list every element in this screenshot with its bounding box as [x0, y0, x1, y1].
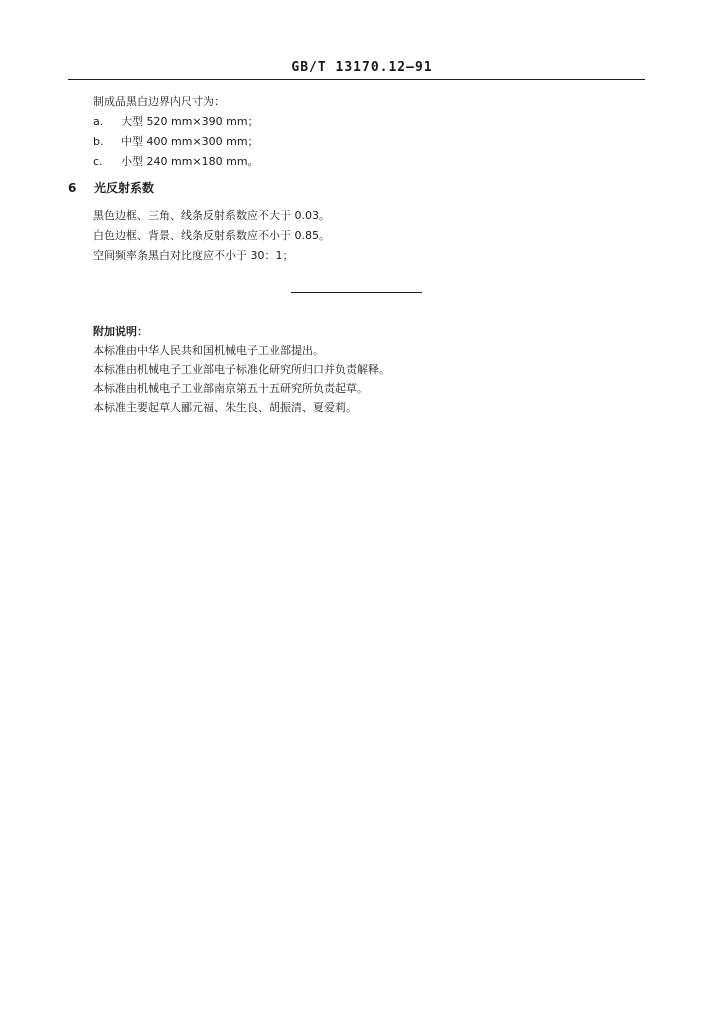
size-item-a	[93, 115, 259, 129]
section-6-line-2: 白色边框、背景、线条反射系数应不小于 0.85。	[93, 229, 330, 242]
section-6-title: 光反射系数	[94, 181, 155, 195]
notes-line-4: 本标准主要起草人郦元福、朱生良、胡振清、夏爱莉。	[93, 401, 357, 414]
size-item-a-text: 大型 520 mm×390 mm；	[121, 115, 259, 128]
size-item-a-label: a.	[93, 115, 104, 128]
size-item-c-label: c.	[93, 155, 103, 168]
notes-line-1: 本标准由中华人民共和国机械电子工业部提出。	[93, 344, 324, 357]
size-item-b	[93, 135, 259, 149]
section-6-line-3: 空间频率条黑白对比度应不小于 30：1；	[93, 249, 294, 262]
end-of-text-rule	[291, 292, 422, 293]
size-item-b-label: b.	[93, 135, 104, 148]
section-6-heading	[68, 181, 154, 196]
header-rule	[68, 79, 645, 80]
size-item-c-text: 小型 240 mm×180 mm。	[121, 155, 259, 168]
size-item-c	[93, 155, 259, 169]
size-item-b-text: 中型 400 mm×300 mm；	[121, 135, 259, 148]
notes-line-2: 本标准由机械电子工业部电子标准化研究所归口并负责解释。	[93, 363, 390, 376]
notes-line-3: 本标准由机械电子工业部南京第五十五研究所负责起草。	[93, 382, 368, 395]
size-intro: 制成品黑白边界内尺寸为：	[93, 95, 225, 108]
notes-title: 附加说明：	[93, 325, 148, 338]
section-6-number: 6	[68, 181, 77, 195]
standard-code-header: GB/T 13170.12—91	[291, 60, 433, 75]
section-6-line-1: 黑色边框、三角、线条反射系数应不大于 0.03。	[93, 209, 330, 222]
